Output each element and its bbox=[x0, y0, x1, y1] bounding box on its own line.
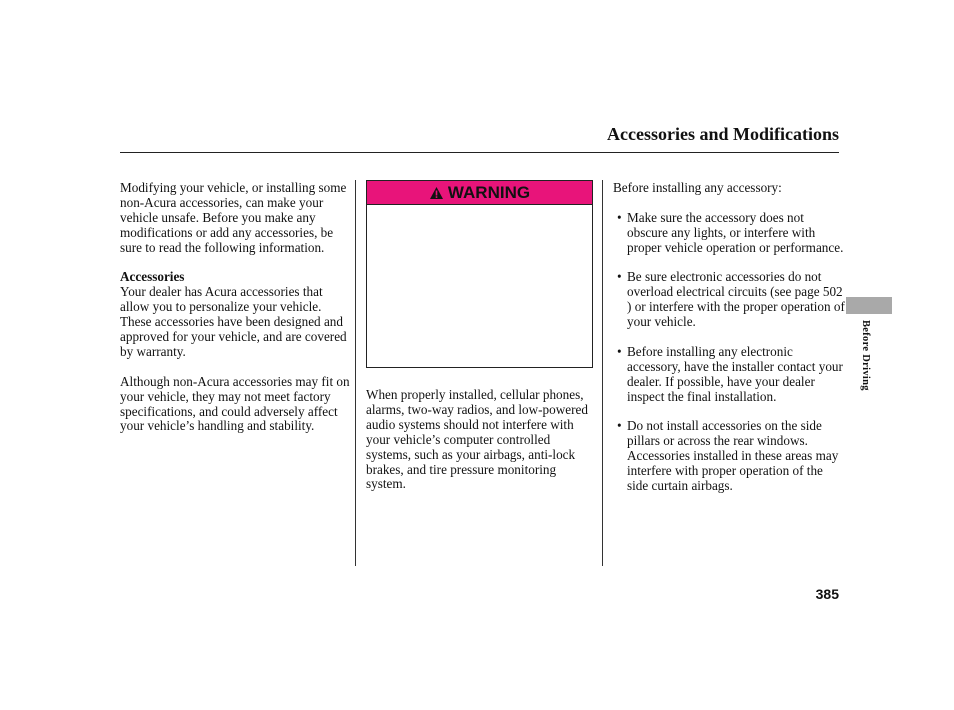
title-rule bbox=[120, 152, 839, 153]
list-item-text: Do not install accessories on the side pillars or across the rear windows. Accessories installed in these areas may interfere with proper operation of the side curtain airbags. bbox=[627, 418, 839, 494]
section-label: Before Driving bbox=[860, 320, 871, 391]
column-1 bbox=[120, 181, 352, 434]
column-3 bbox=[613, 181, 845, 509]
warning-header bbox=[367, 181, 592, 205]
list-item bbox=[613, 270, 845, 330]
list-item bbox=[613, 345, 845, 405]
non-acura-paragraph: Although non-Acura accessories may fit on your vehicle, they may not meet factory specifications, and could adversely affect your vehicle’s handling and stability. bbox=[120, 373, 350, 434]
bullet-icon: • bbox=[617, 418, 622, 434]
intro-paragraph: Modifying your vehicle, or installing some non-Acura accessories, can make your vehicle unsafe. Before you make any modifications or add any accessories, be sure to read the following information. bbox=[120, 180, 347, 255]
bullet-icon: • bbox=[617, 269, 622, 285]
cellular-paragraph: When properly installed, cellular phones, alarms, two-way radios, and low-powered audio systems should not interfere with your vehicle’s computer controlled systems, such as your airbags, anti-lock brakes, and tire pressure monitoring system. bbox=[366, 387, 588, 492]
page-number: 385 bbox=[815, 586, 839, 602]
warning-label: WARNING bbox=[447, 182, 531, 202]
bullet-icon: • bbox=[617, 209, 622, 225]
column-divider-1 bbox=[355, 180, 356, 566]
before-installing-lead: Before installing any accessory: bbox=[613, 180, 782, 195]
bullet-icon: • bbox=[617, 343, 622, 359]
list-item-text: Before installing any electronic accessory, have the installer contact your dealer. If possible, have your dealer inspect the final installation. bbox=[627, 343, 843, 404]
section-tab bbox=[846, 297, 892, 314]
column-divider-2 bbox=[602, 180, 603, 566]
list-item-text: Make sure the accessory does not obscure any lights, or interfere with proper vehicle operation or performance. bbox=[627, 209, 844, 255]
list-item-text: Be sure electronic accessories do not overload electrical circuits (see page 502 ) or interfere with the proper operation of your vehicle. bbox=[627, 269, 845, 330]
warning-box bbox=[366, 180, 593, 368]
list-item bbox=[613, 419, 845, 494]
accessories-heading: Accessories bbox=[120, 269, 185, 285]
warning-triangle-icon bbox=[429, 186, 444, 200]
list-item bbox=[613, 211, 845, 256]
accessory-checklist bbox=[613, 211, 845, 494]
column-2 bbox=[366, 388, 598, 492]
accessories-paragraph: Your dealer has Acura accessories that allow you to personalize your vehicle. These accessories have been designed and approved for your vehicle, and are covered by warranty. bbox=[120, 284, 347, 359]
page-title: Accessories and Modifications bbox=[607, 124, 839, 144]
